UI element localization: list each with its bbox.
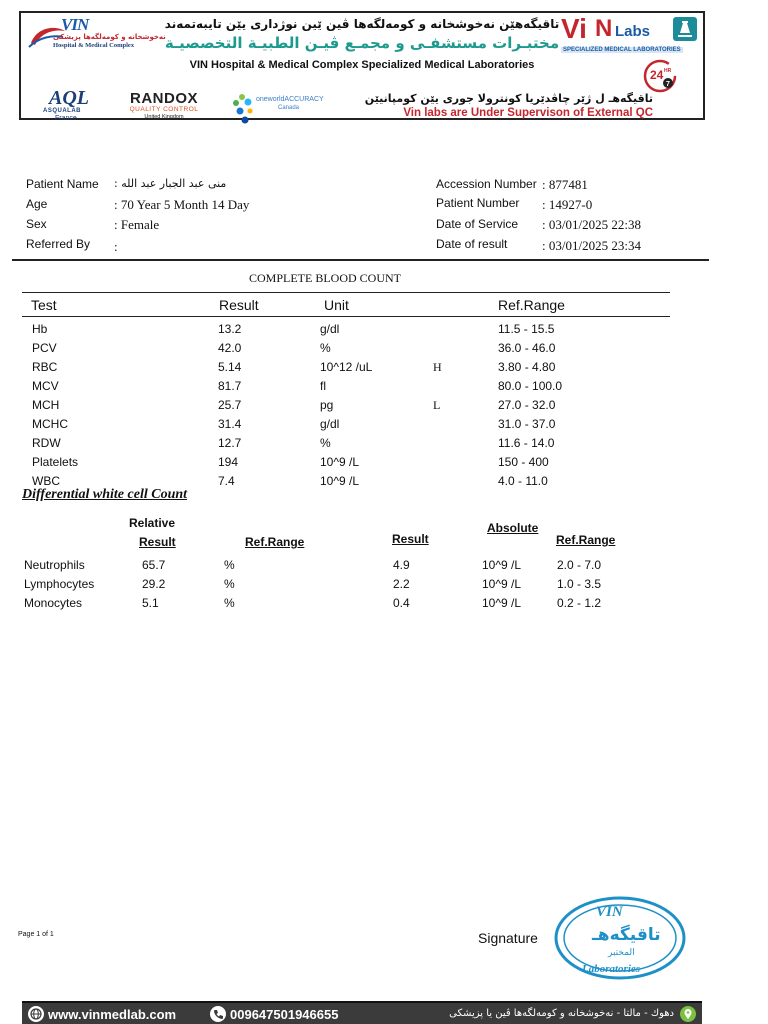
signature-label: Signature [478, 930, 538, 946]
phone-icon [210, 1006, 226, 1022]
qc-kurdish: تاقیگەهـ ل ژێر چاڤدێریا کونترولا جوری یێن کومپانیێن [364, 92, 653, 105]
cbc-range-cell: 11.6 - 14.0 [498, 436, 555, 450]
oneworld-accuracy-logo [228, 91, 346, 125]
cbc-test-cell: Hb [32, 322, 48, 336]
service-date-label: Date of Service [436, 217, 519, 231]
aql-name: AQL [49, 87, 89, 109]
section-divider [12, 259, 709, 261]
diff-abs-unit-cell: 10^9 /L [482, 596, 521, 610]
cbc-unit-cell: g/dl [320, 417, 340, 431]
diff-abs-range-cell: 2.0 - 7.0 [557, 558, 602, 572]
cbc-test-cell: Platelets [32, 455, 79, 469]
arabic-title: مختبـرات مستشفـى و مجمـع ڤيـن الطبيـة التخصصيـة [164, 34, 560, 52]
age-value: : 70 Year 5 Month 14 Day [114, 197, 250, 212]
cbc-unit-cell: 10^9 /L [320, 474, 359, 488]
vin-logo-line2: Hospital & Medical Complex [53, 42, 135, 49]
cbc-result-cell: 13.2 [218, 322, 242, 336]
cbc-range-cell: 150 - 400 [498, 455, 549, 469]
col-range-header: Ref.Range [498, 297, 565, 313]
diff-abs-unit-cell: 10^9 /L [482, 577, 521, 591]
service-date-value: : 03/01/2025 22:38 [542, 217, 641, 232]
cbc-title: COMPLETE BLOOD COUNT [249, 271, 401, 285]
vinlabs-vi: Vi [561, 13, 587, 44]
col-result-header: Result [219, 297, 259, 313]
referred-value: : [114, 239, 118, 254]
cbc-result-cell: 12.7 [218, 436, 242, 450]
cbc-result-cell: 194 [218, 455, 239, 469]
24-7-badge-icon [643, 59, 677, 93]
accession-value: : 877481 [542, 177, 588, 192]
diff-name-cell: Monocytes [24, 596, 83, 610]
age-label: Age [26, 197, 48, 211]
randox-country: United Kingdom [144, 114, 184, 120]
cbc-range-cell: 36.0 - 46.0 [498, 341, 556, 355]
diff-abs-unit-cell: 10^9 /L [482, 558, 521, 572]
cbc-test-cell: RDW [32, 436, 61, 450]
badge-7: 7 [666, 81, 670, 88]
accession-label: Accession Number [436, 177, 537, 191]
diff-name-cell: Neutrophils [24, 558, 85, 572]
relative-range-header: Ref.Range [245, 535, 305, 549]
cbc-unit-cell: 10^12 /uL [320, 360, 373, 374]
cbc-unit-cell: % [320, 436, 331, 450]
diff-rel-cell: 29.2 [142, 577, 166, 591]
diff-abs-range-cell: 1.0 - 3.5 [557, 577, 602, 591]
cbc-flag-cell: L [433, 398, 441, 412]
relative-header: Relative [129, 516, 176, 530]
kurdish-title: تاقیگەهێن نەخوشخانە و کومەلگەها ڤین ێین نوژداری یێن تایبەتمەند [164, 17, 560, 31]
cbc-result-cell: 31.4 [218, 417, 242, 431]
report-header [19, 11, 705, 120]
col-unit-header: Unit [324, 297, 349, 313]
cbc-result-cell: 42.0 [218, 341, 242, 355]
cbc-range-cell: 31.0 - 37.0 [498, 417, 556, 431]
cbc-test-cell: MCV [32, 379, 59, 393]
cbc-flag-cell: H [433, 360, 442, 374]
aql-sub: ASQUALAB [43, 108, 81, 114]
cbc-test-cell: PCV [32, 341, 57, 355]
result-date-label: Date of result [436, 237, 508, 251]
stamp-bottom: Laboratories [582, 963, 641, 975]
result-date-value: : 03/01/2025 23:34 [542, 238, 641, 253]
diff-name-cell: Lymphocytes [24, 577, 95, 591]
table-header-rule [22, 316, 670, 317]
cbc-unit-cell: % [320, 341, 331, 355]
diff-abs-cell: 4.9 [393, 558, 410, 572]
english-title: VIN Hospital & Medical Complex Specialized Medical Laboratories [189, 59, 535, 71]
vinlabs-n: N [595, 15, 613, 42]
diff-rel-unit-cell: % [224, 577, 235, 591]
cbc-unit-cell: 10^9 /L [320, 455, 359, 469]
location-pin-icon [680, 1006, 696, 1022]
diff-rel-unit-cell: % [224, 558, 235, 572]
owa-name: oneworldACCURACY [256, 96, 324, 103]
absolute-result-header: Result [392, 532, 429, 546]
absolute-header: Absolute [487, 521, 539, 535]
microscope-icon [673, 17, 697, 41]
absolute-range-header: Ref.Range [556, 533, 616, 547]
cbc-unit-cell: fl [320, 379, 326, 393]
patient-number-value: : 14927-0 [542, 197, 593, 212]
cbc-range-cell: 27.0 - 32.0 [498, 398, 556, 412]
vinlabs-labs: Labs [615, 23, 651, 40]
cbc-result-cell: 5.14 [218, 360, 242, 374]
cbc-test-cell: WBC [32, 474, 60, 488]
diff-abs-range-cell: 0.2 - 1.2 [557, 596, 602, 610]
cbc-range-cell: 4.0 - 11.0 [498, 474, 548, 488]
sex-label: Sex [26, 217, 47, 231]
cbc-range-cell: 80.0 - 100.0 [498, 379, 563, 393]
badge-24: 24 [650, 68, 664, 82]
cbc-test-cell: RBC [32, 360, 58, 374]
col-test-header: Test [31, 297, 57, 313]
sex-value: : Female [114, 217, 160, 232]
diff-rel-cell: 5.1 [142, 596, 159, 610]
diff-rel-cell: 65.7 [142, 558, 166, 572]
vinlabs-subtitle: SPECIALIZED MEDICAL LABORATORIES [563, 47, 681, 53]
cbc-range-cell: 3.80 - 4.80 [498, 360, 556, 374]
cbc-result-cell: 25.7 [218, 398, 242, 412]
stamp-top: VIN [596, 904, 623, 920]
vin-logo-line1: نەخوشخانە و کومەلگەها پزیشکی [53, 33, 166, 41]
cbc-unit-cell: pg [320, 398, 334, 412]
address: دهوك - مالتا - نەخوشخانە و کومەلگەها ڤین یا پزیشکی [449, 1008, 674, 1019]
owa-country: Canada [278, 105, 300, 111]
badge-hr: HR [664, 68, 672, 74]
aql-country: France [55, 115, 77, 122]
relative-result-header: Result [139, 535, 176, 549]
diff-abs-cell: 0.4 [393, 596, 410, 610]
randox-name: RANDOX [129, 90, 198, 107]
diff-abs-cell: 2.2 [393, 577, 410, 591]
cbc-unit-cell: g/dl [320, 322, 340, 336]
patient-number-label: Patient Number [436, 196, 520, 210]
footer-bar [22, 1001, 702, 1024]
differential-title: Differential white cell Count [22, 487, 188, 502]
website-link[interactable]: www.vinmedlab.com [48, 1007, 177, 1022]
referred-label: Referred By [26, 237, 91, 251]
stamp-mid: تاقیگەهـ [592, 925, 661, 945]
cbc-result-cell: 7.4 [218, 474, 235, 488]
table-top-rule [22, 292, 670, 293]
vinlabs-logo [561, 13, 697, 57]
lab-stamp [552, 894, 688, 982]
patient-name-value: منى عبد الجبار عبد الله : [114, 177, 227, 190]
qc-english: Vin labs are Under Supervison of External QC [403, 107, 653, 119]
aql-logo [43, 87, 99, 122]
cbc-result-cell: 81.7 [218, 379, 242, 393]
cbc-test-cell: MCHC [32, 417, 68, 431]
patient-name-label: Patient Name [26, 177, 99, 191]
vin-mark: VIN [61, 15, 89, 34]
cbc-test-cell: MCH [32, 398, 60, 412]
stamp-ar: المختبر [608, 948, 635, 958]
page-number: Page 1 of 1 [18, 931, 54, 938]
randox-logo [124, 91, 204, 121]
cbc-range-cell: 11.5 - 15.5 [498, 322, 555, 336]
globe-icon [28, 1006, 44, 1022]
diff-rel-unit-cell: % [224, 596, 235, 610]
phone-number[interactable]: 009647501946655 [230, 1007, 339, 1022]
randox-sub: QUALITY CONTROL [129, 106, 199, 113]
